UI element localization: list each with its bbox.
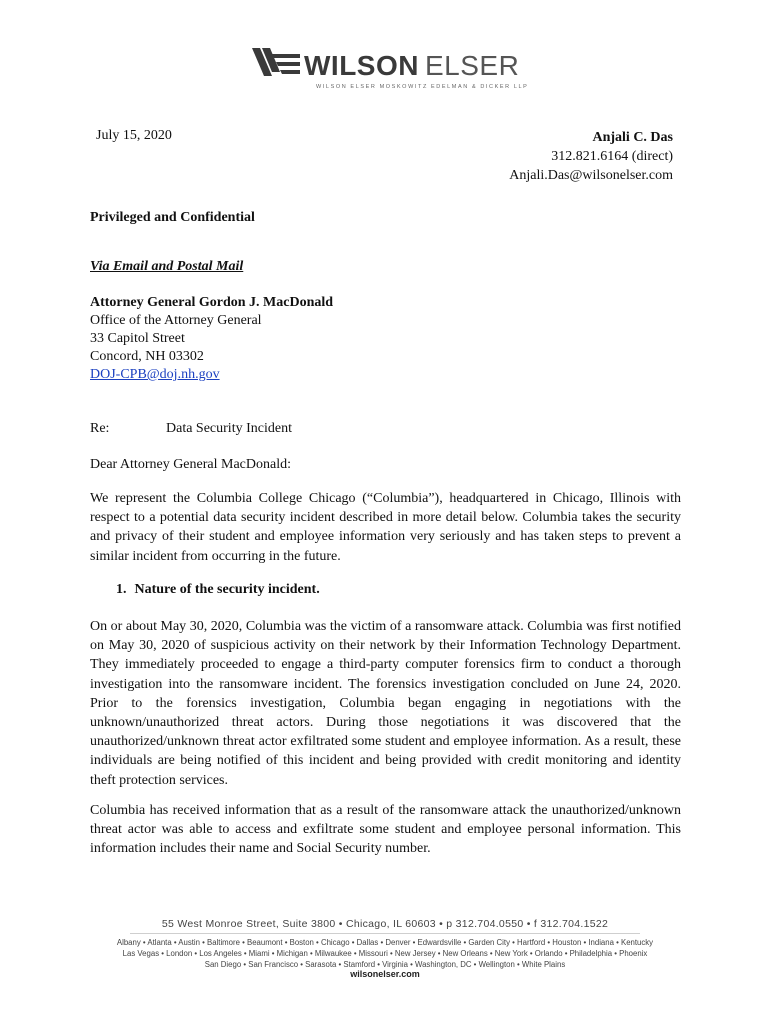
intro-paragraph: We represent the Columbia College Chicago (“Columbia”), headquartered in Chicago, Illinois with respect to a potential data security incident described in more detail below. Columbia takes the security and privacy of their student and employee information very seriously and has taken steps to prevent a similar incident from occurring in the future. [90,491,681,564]
section-title: Nature of the security incident. [134,582,320,597]
footer-offices-line-1: Albany • Atlanta • Austin • Baltimore • Beaumont • Boston • Chicago • Dallas • Denver • Edwardsville • Garden City • Hartford • Houston • Indiana • Kentucky [116,938,654,947]
firm-name [304,50,519,82]
recipient-address [90,294,333,384]
section-heading [116,582,320,598]
recipient-name: Attorney General Gordon J. MacDonald [90,295,334,310]
footer-divider [130,933,640,934]
information-paragraph: Columbia has received information that as a result of the ransomware attack the unauthorized/unknown threat actor was able to access and exfiltrate some student and employee personal information. This information includes their name and Social Security number. [90,803,681,857]
salutation: Dear Attorney General MacDonald: [90,457,291,472]
footer-offices-line-2: Las Vegas • London • Los Angeles • Miami • Michigan • Milwaukee • Missouri • New Jersey • New Orleans • New York • Orlando • Philadelphia • Phoenix [122,949,648,958]
footer-website-link[interactable]: wilsonelser.com [350,969,420,979]
sender-email: Anjali.Das@wilsonelser.com [509,168,673,183]
recipient-city: Concord, NH 03302 [90,349,204,364]
footer-offices [85,937,685,970]
footer-address: 55 West Monroe Street, Suite 3800 • Chicago, IL 60603 • p 312.704.0550 • f 312.704.1522 [161,918,609,930]
subject-line [90,421,292,437]
confidentiality-notice: Privileged and Confidential [90,210,255,225]
recipient-office: Office of the Attorney General [90,313,262,328]
delivery-method: Via Email and Postal Mail [90,259,244,274]
recipient-street: 33 Capitol Street [90,331,185,346]
subject-label: Re: [90,421,110,436]
firm-logo [250,44,530,92]
recipient-email-link[interactable]: DOJ-CPB@doj.nh.gov [90,367,220,382]
sender-phone: 312.821.6164 (direct) [551,149,673,164]
section-number: 1. [116,582,127,597]
firm-name-first: WILSON [304,50,419,81]
letter-date: July 15, 2020 [96,128,172,143]
firm-full-name: WILSON ELSER MOSKOWITZ EDELMAN & DICKER LLP [316,84,529,90]
footer-offices-line-3: San Diego • San Francisco • Sarasota • Stamford • Virginia • Washington, DC • Wellington • White Plains [204,960,566,969]
subject-text: Data Security Incident [166,421,292,436]
sender-name: Anjali C. Das [592,130,673,145]
incident-paragraph: On or about May 30, 2020, Columbia was the victim of a ransomware attack. Columbia was first notified on May 30, 2020 of suspicious activity on their network by their Information Technology Department. They immediately proceeded to engage a third-party computer forensics firm to conduct a thorough investigation into the ransomware incident. The forensics investigation concluded on June 24, 2020. Prior to the forensics investigation, Columbia began engaging in negotiations with the unknown/unauthorized threat actors. During those negotiations it was discovered that the unauthorized/unknown threat actor exfiltrated some student and employee information. As a result, these individuals are being notified of this incident and being provided with credit monitoring and identity theft protection services. [90,619,681,788]
sender-block [509,128,673,185]
firm-logo-mark-icon [250,46,300,80]
firm-name-second: ELSER [425,50,520,81]
